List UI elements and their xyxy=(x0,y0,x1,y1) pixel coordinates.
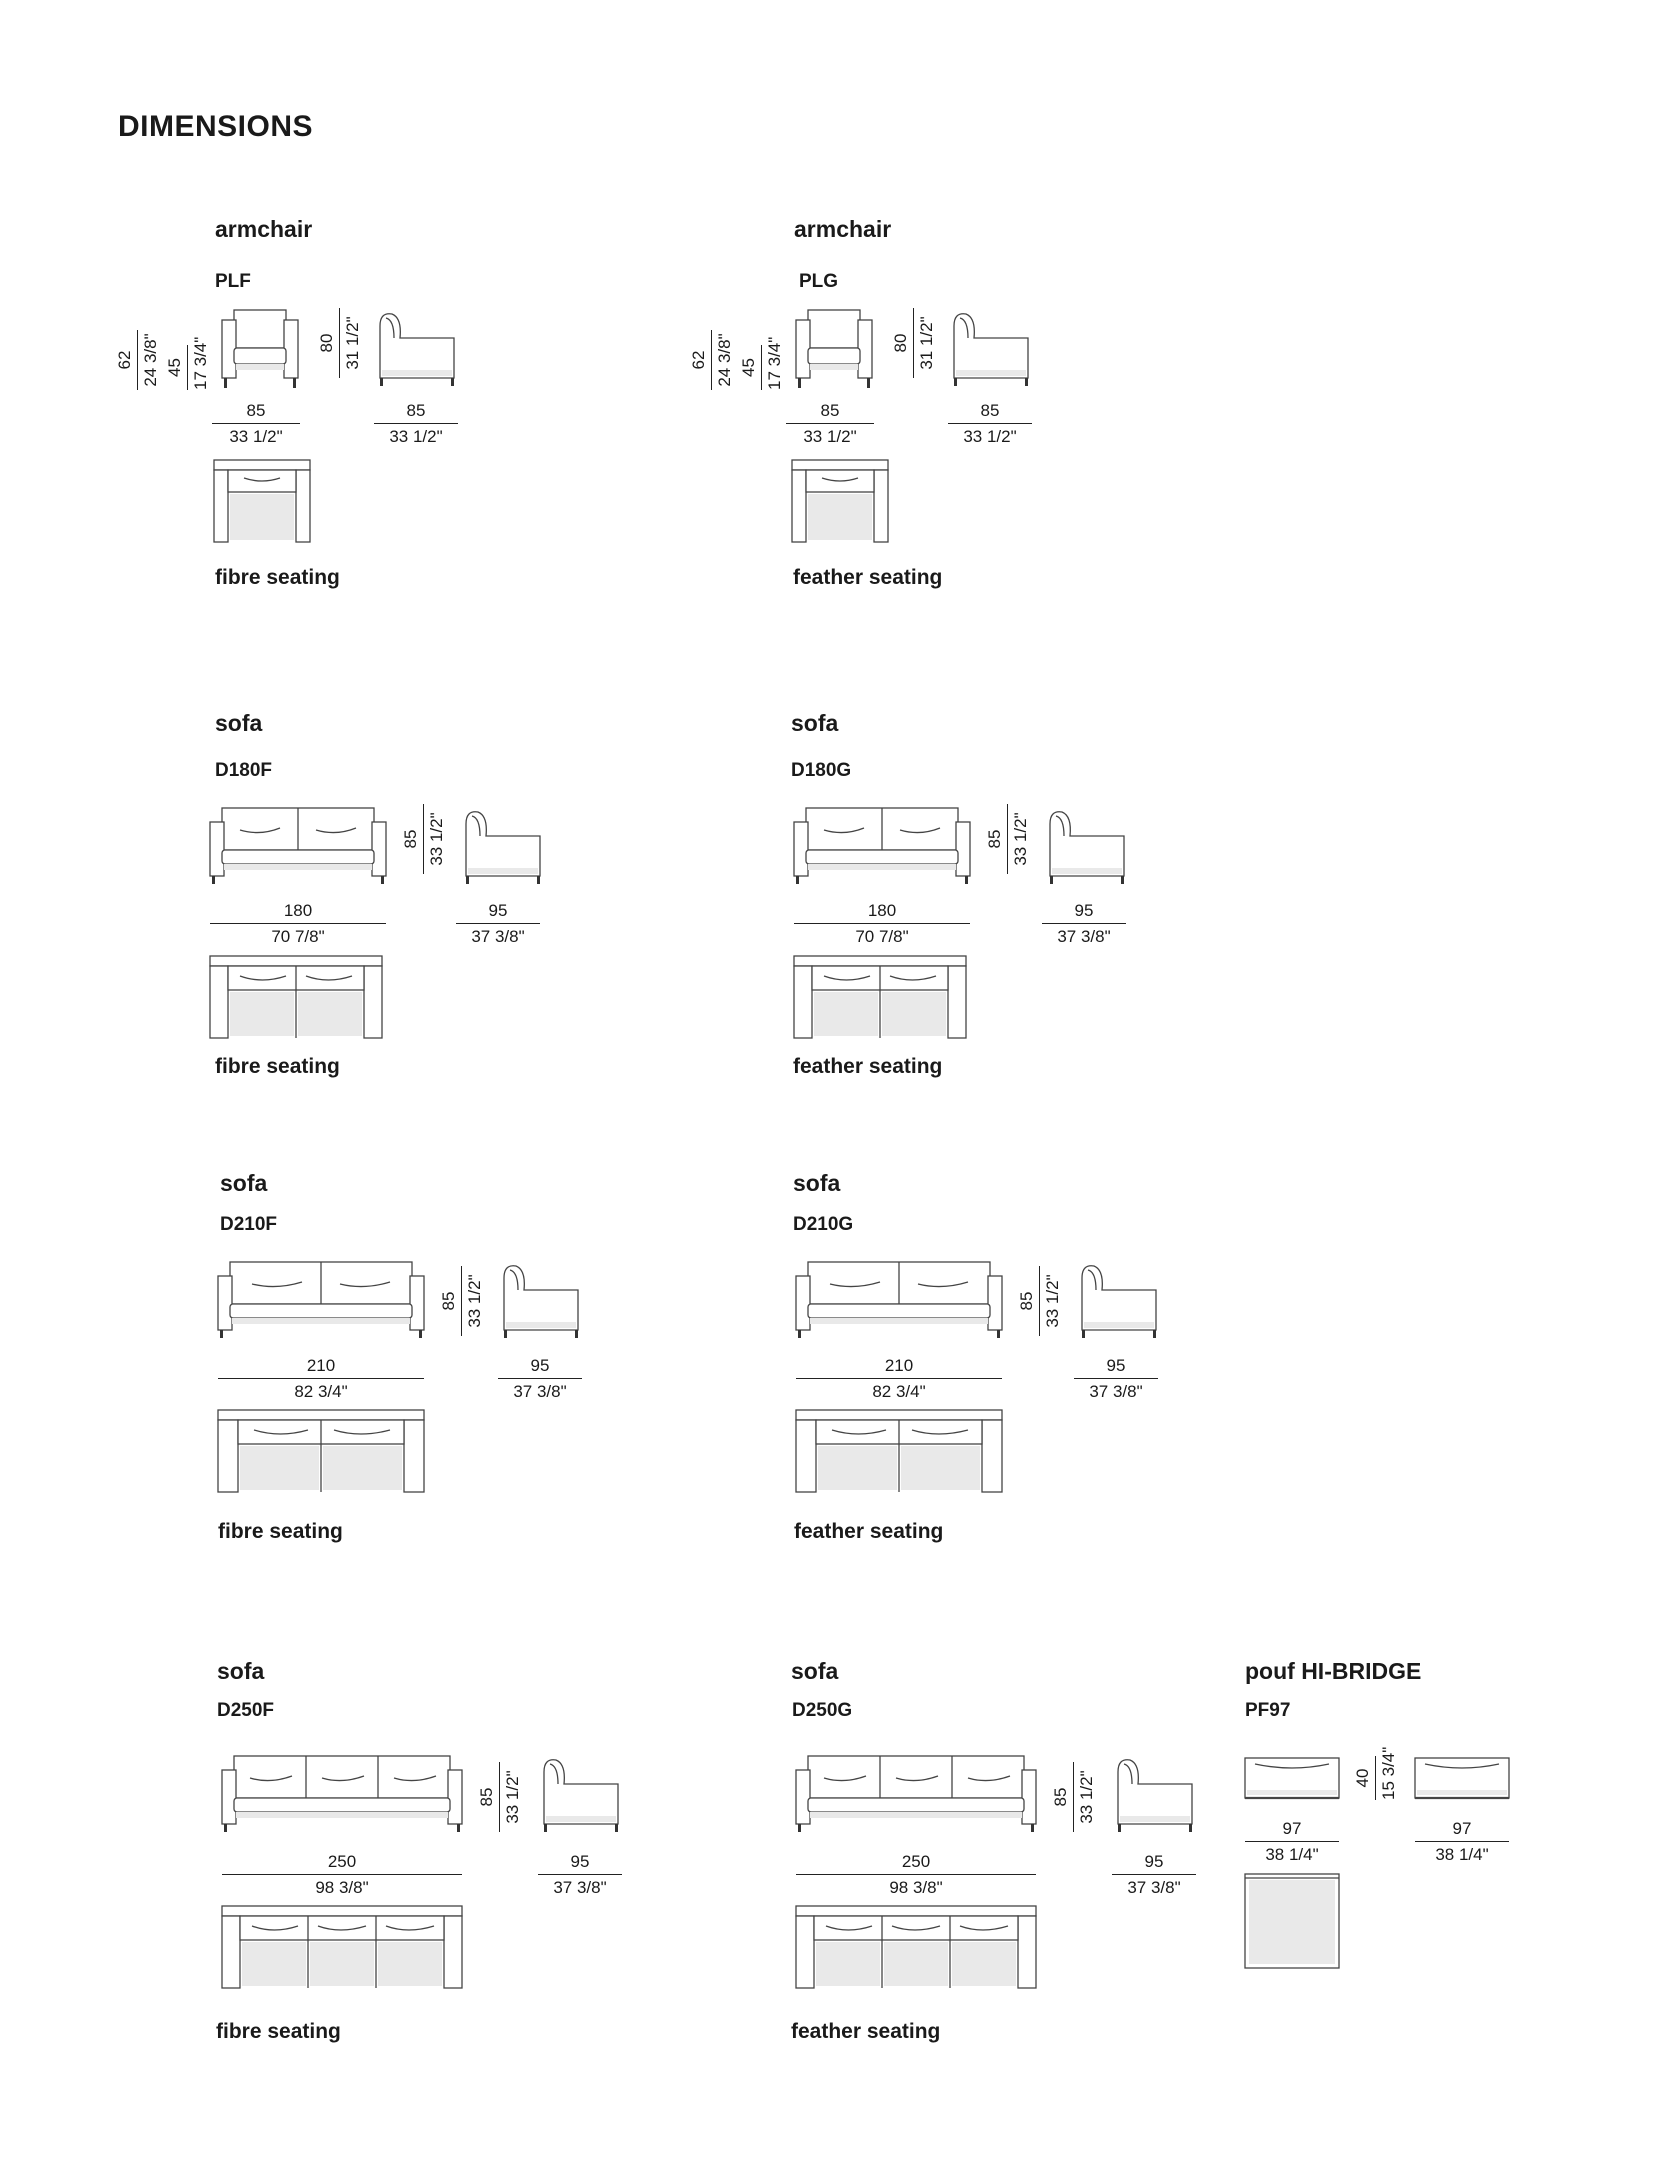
depth-dimension: 95 37 3/8" xyxy=(538,1853,622,1896)
width-dimension: 180 70 7/8" xyxy=(210,902,386,945)
seating-label: feather seating xyxy=(793,1055,943,1078)
depth-dimension: 95 37 3/8" xyxy=(1112,1853,1196,1896)
product-code: D180F xyxy=(215,760,273,781)
top-view-drawing xyxy=(794,956,966,1040)
width-dimension: 85 33 1/2" xyxy=(786,402,874,445)
side-view-drawing xyxy=(1415,1756,1509,1802)
product-code: D180G xyxy=(791,760,852,781)
seating-label: fibre seating xyxy=(215,566,340,589)
depth-dimension: 95 37 3/8" xyxy=(456,902,540,945)
page-title: DIMENSIONS xyxy=(118,110,314,143)
top-view-drawing xyxy=(1245,1874,1339,1968)
side-view-drawing xyxy=(374,308,458,388)
depth-dimension: 97 38 1/4" xyxy=(1415,1820,1509,1863)
category-label: armchair xyxy=(215,216,313,242)
width-dimension: 85 33 1/2" xyxy=(212,402,300,445)
width-dimension: 250 98 3/8" xyxy=(796,1853,1036,1896)
width-dimension: 250 98 3/8" xyxy=(222,1853,462,1896)
depth-dimension: 85 33 1/2" xyxy=(374,402,458,445)
front-view-drawing xyxy=(218,1260,424,1338)
product-code: D250F xyxy=(217,1700,275,1721)
seating-label: fibre seating xyxy=(216,2020,341,2043)
product-code: PF97 xyxy=(1245,1700,1291,1721)
width-dimension: 97 38 1/4" xyxy=(1245,1820,1339,1863)
depth-dimension: 95 37 3/8" xyxy=(498,1357,582,1400)
seating-label: feather seating xyxy=(794,1520,944,1543)
seating-label: feather seating xyxy=(793,566,943,589)
depth-dimension: 95 37 3/8" xyxy=(1042,902,1126,945)
product-code: D210F xyxy=(220,1214,278,1235)
seating-label: feather seating xyxy=(791,2020,941,2043)
category-label: sofa xyxy=(215,710,263,736)
width-dimension: 210 82 3/4" xyxy=(218,1357,424,1400)
front-view-drawing xyxy=(222,308,298,390)
top-view-drawing xyxy=(796,1410,1002,1494)
top-view-drawing xyxy=(214,460,310,544)
depth-dimension: 85 33 1/2" xyxy=(948,402,1032,445)
top-view-drawing xyxy=(796,1906,1036,1990)
category-label: armchair xyxy=(794,216,892,242)
product-code: PLG xyxy=(799,271,839,292)
width-dimension: 210 82 3/4" xyxy=(796,1357,1002,1400)
category-label: sofa xyxy=(220,1170,268,1196)
seating-label: fibre seating xyxy=(218,1520,343,1543)
side-view-drawing xyxy=(538,1754,622,1834)
front-view-drawing xyxy=(796,308,872,390)
top-view-drawing xyxy=(792,460,888,544)
front-view-drawing xyxy=(222,1754,462,1832)
category-label: sofa xyxy=(791,1658,839,1684)
category-label: sofa xyxy=(793,1170,841,1196)
category-label: sofa xyxy=(791,710,839,736)
side-view-drawing xyxy=(948,308,1032,388)
side-view-drawing xyxy=(460,806,544,886)
category-label: pouf HI-BRIDGE xyxy=(1245,1658,1422,1684)
top-view-drawing xyxy=(210,956,382,1040)
front-view-drawing xyxy=(794,806,970,884)
front-view-drawing xyxy=(210,806,386,884)
width-dimension: 180 70 7/8" xyxy=(794,902,970,945)
product-code: D210G xyxy=(793,1214,854,1235)
top-view-drawing xyxy=(222,1906,462,1990)
seating-label: fibre seating xyxy=(215,1055,340,1078)
category-label: sofa xyxy=(217,1658,265,1684)
front-view-drawing xyxy=(1245,1756,1339,1802)
side-view-drawing xyxy=(1112,1754,1196,1834)
side-view-drawing xyxy=(1076,1260,1160,1340)
side-view-drawing xyxy=(1044,806,1128,886)
depth-dimension: 95 37 3/8" xyxy=(1074,1357,1158,1400)
product-code: PLF xyxy=(215,271,251,292)
top-view-drawing xyxy=(218,1410,424,1494)
front-view-drawing xyxy=(796,1754,1036,1832)
side-view-drawing xyxy=(498,1260,582,1340)
product-code: D250G xyxy=(792,1700,853,1721)
front-view-drawing xyxy=(796,1260,1002,1338)
